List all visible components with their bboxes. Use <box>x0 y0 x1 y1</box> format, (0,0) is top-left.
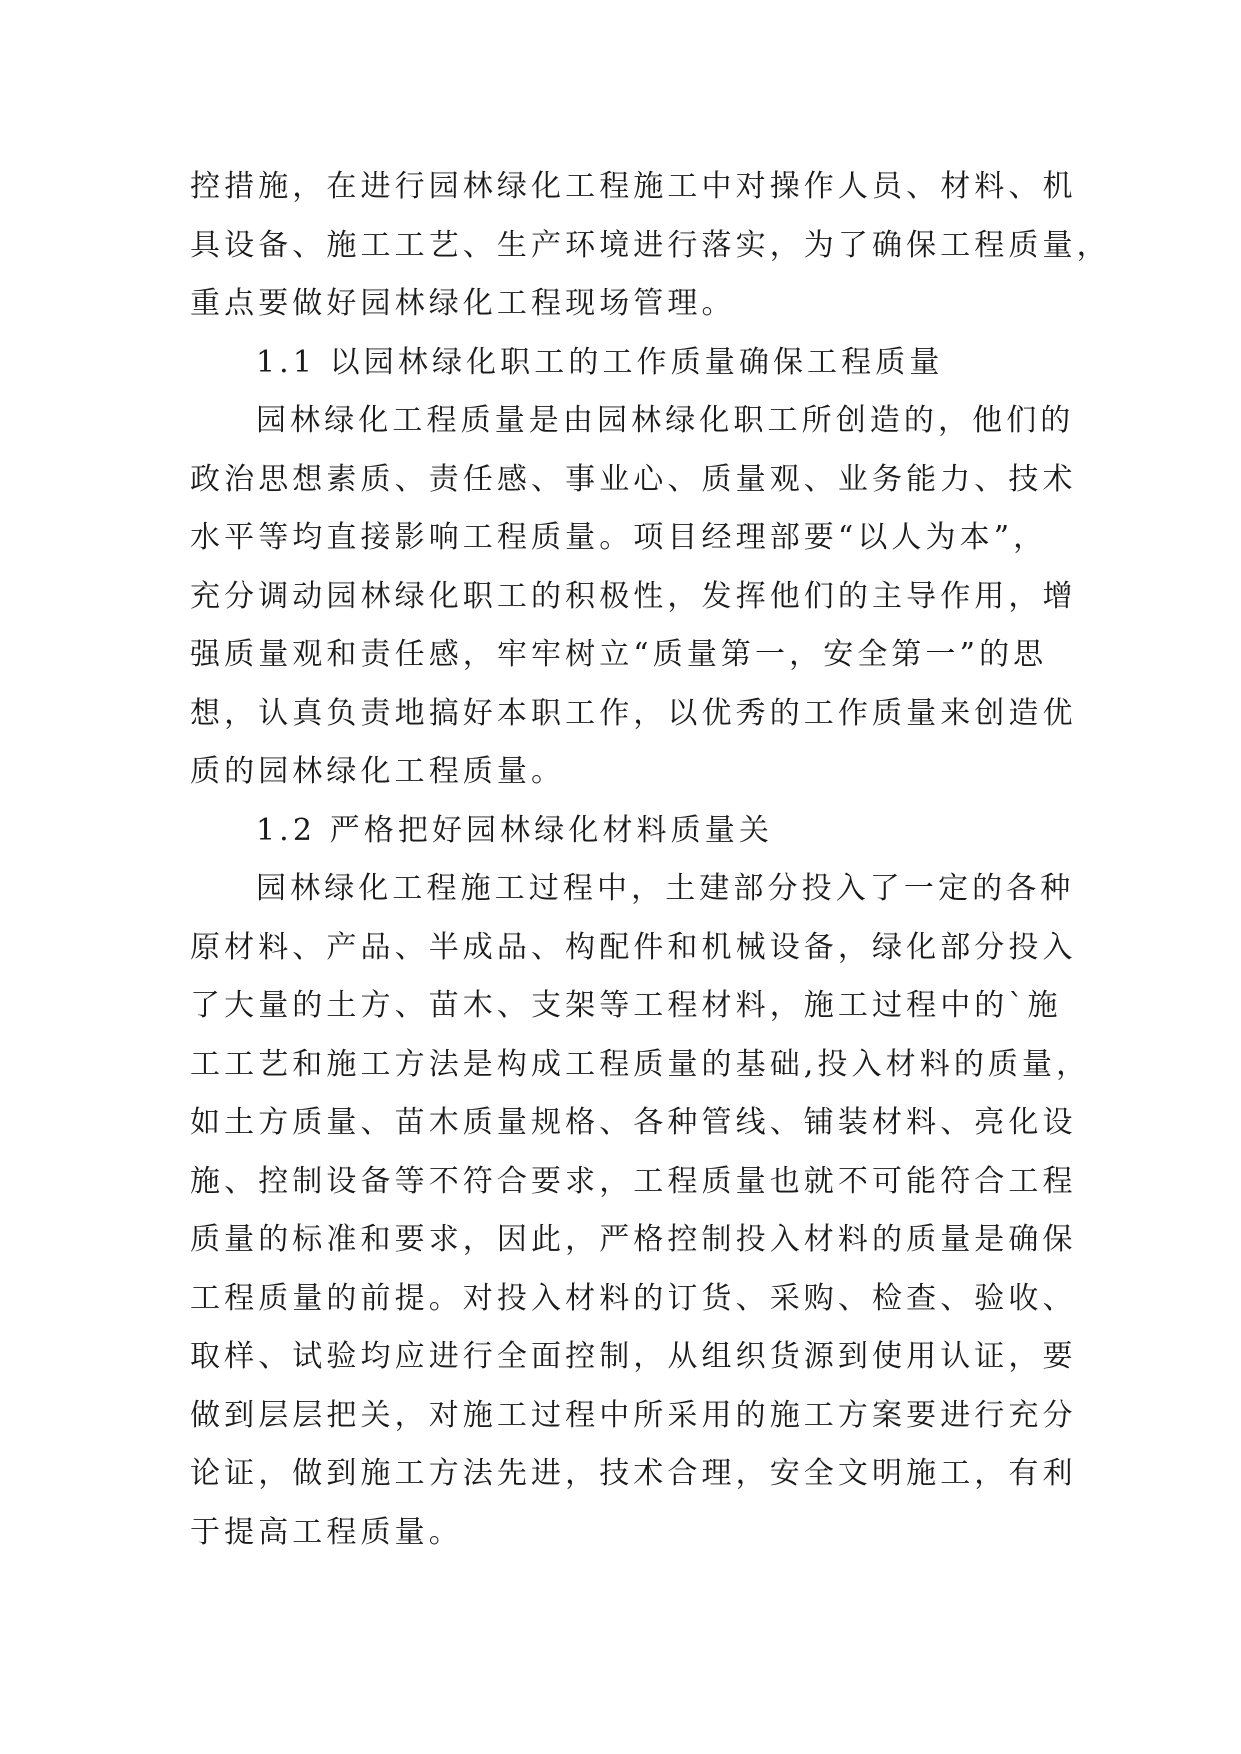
text-line: 工工艺和施工方法是构成工程质量的基础,投入材料的质量， <box>190 1046 1091 1082</box>
text-line: 论证，做到施工方法先进，技术合理，安全文明施工，有利 <box>190 1456 1077 1491</box>
document-body <box>190 158 1111 1562</box>
text-line: 了大量的土方、苗木、支架等工程材料，施工过程中的`施 <box>190 988 1062 1023</box>
text-line: 如土方质量、苗木质量规格、各种管线、铺装材料、亮化设 <box>190 1105 1077 1140</box>
text-line: 质量的标准和要求，因此，严格控制投入材料的质量是确保 <box>190 1222 1077 1257</box>
text-line: 控措施，在进行园林绿化工程施工中对操作人员、材料、机 <box>190 169 1077 204</box>
text-line: 质的园林绿化工程质量。 <box>190 754 566 789</box>
text-line: 重点要做好园林绿化工程现场管理。 <box>190 286 736 321</box>
text-line: 水平等均直接影响工程质量。项目经理部要“以人为本”， <box>190 520 1048 555</box>
text-line: 工程质量的前提。对投入材料的订货、采购、检查、验收、 <box>190 1280 1077 1316</box>
text-line: 政治思想素质、责任感、事业心、质量观、业务能力、技术 <box>190 461 1077 497</box>
text-line: 取样、试验均应进行全面控制，从组织货源到使用认证，要 <box>190 1339 1077 1374</box>
section-heading-1-1: 1.1 以园林绿化职工的工作质量确保工程质量 <box>256 344 944 380</box>
text-line: 强质量观和责任感，牢牢树立“质量第一，安全第一”的思 <box>190 637 1048 672</box>
text-line: 原材料、产品、半成品、构配件和机械设备，绿化部分投入 <box>190 929 1077 965</box>
section-heading-1-2: 1.2 严格把好园林绿化材料质量关 <box>256 812 773 848</box>
text-line: 于提高工程质量。 <box>190 1514 463 1550</box>
text-line: 具设备、施工工艺、生产环境进行落实，为了确保工程质量， <box>190 227 1111 263</box>
text-line: 做到层层把关，对施工过程中所采用的施工方案要进行充分 <box>190 1397 1077 1433</box>
text-line: 想，认真负责地搞好本职工作，以优秀的工作质量来创造优 <box>190 695 1077 731</box>
text-line: 充分调动园林绿化职工的积极性，发挥他们的主导作用，增 <box>190 578 1077 614</box>
text-line: 施、控制设备等不符合要求，工程质量也就不可能符合工程 <box>190 1163 1077 1199</box>
paragraph-start: 园林绿化工程质量是由园林绿化职工所创造的，他们的 <box>256 403 1075 438</box>
paragraph-start: 园林绿化工程施工过程中，土建部分投入了一定的各种 <box>256 871 1075 906</box>
